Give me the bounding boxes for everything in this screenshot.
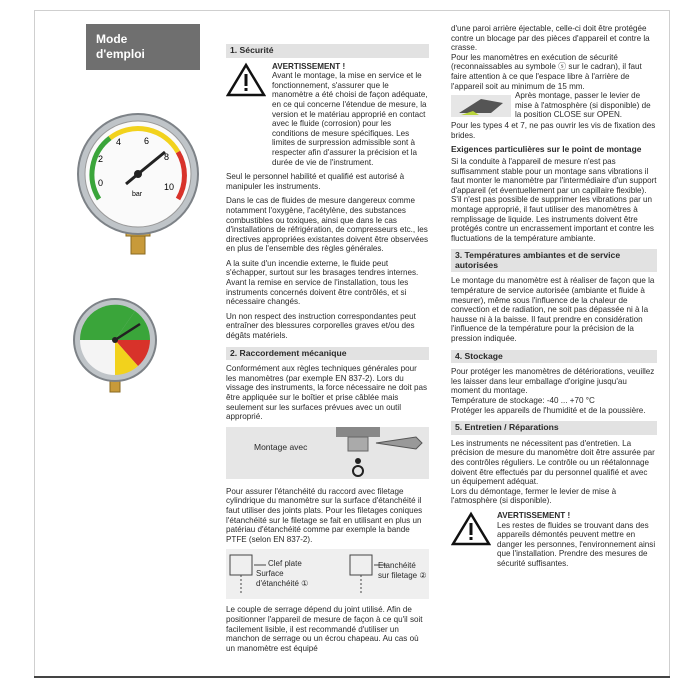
- section-title: 1. Sécurité: [226, 44, 429, 58]
- pressure-gauge-image: [68, 112, 208, 260]
- paragraph: Conformément aux règles techniques générales pour les manomètres (par exemple EN 837-2). Lors du vissage des instruments, la force nécessaire ne doit pas être appliquée sur le boîtier et prise câblée mais seulement sur les surfaces prévues avec un outil approprié.: [226, 364, 428, 422]
- paragraph: A la suite d'un incendie externe, le fluide peut s'échapper, surtout sur les brasages tendres internes. Avant la remise en service de l'installation, tous les instruments concernés doivent être contrôlés, et si nécessaire changés.: [226, 258, 419, 307]
- gauge-tick: 2: [98, 154, 104, 164]
- paragraph: Pour les manomètres en exécution de sécurité (reconnaissables au symbole ⓢ sur le cadran), il faut faire attention à ce que l'espace libre à l'arrière de l'appareil soit au minimum de 15 mm.: [451, 52, 642, 91]
- paragraph: Si la conduite à l'appareil de mesure n'est pas suffisamment stable pour un montage sans vibrations il faut monter le manomètre par l'intermédiaire d'un support d'appareil (et éventuellement par un capillaire flexible). S'il n'est pas possible de supprimer les vibrations par un montage approprié, il faut utiliser des manomètres à remplissage de liquide. Les instruments doivent être protégés contre un encrassement important et contre les fluctuations de la température ambiante.: [451, 156, 657, 243]
- section-title: 5. Entretien / Réparations: [451, 421, 657, 435]
- column-right: [451, 24, 657, 569]
- section-title: 3. Températures ambiantes et de service autorisées: [451, 249, 657, 272]
- warning-text: Les restes de fluides se trouvant dans des appareils démontés peuvent mettre en danger les personnes, l'environnement ainsi que l'installation. Prendre des mesures de sécurité suffisantes.: [497, 520, 656, 568]
- paragraph: Après montage, passer le levier de mise à l'atmosphère (si disponible) de la position CLOSE sur OPEN.: [515, 91, 651, 120]
- figure-label: Clef plate: [268, 559, 302, 569]
- vent-lever-block: [451, 91, 657, 121]
- gauge-tick: 8: [164, 152, 170, 162]
- paragraph: Protéger les appareils de l'humidité et de la poussière.: [451, 405, 646, 415]
- paragraph: Pour protéger les manomètres de détériorations, veuillez les laisser dans leur emballage d'origine jusqu'au moment du montage.: [451, 367, 655, 396]
- pressure-gauge-colored-image: [70, 298, 160, 394]
- warning-block: [226, 62, 429, 168]
- side-label-line1: Mode: [96, 32, 128, 46]
- gauge-tick: 10: [164, 182, 175, 192]
- paragraph: Lors du démontage, fermer le levier de mise à l'atmosphère (si disponible).: [451, 486, 617, 506]
- warning-title: AVERTISSEMENT !: [497, 510, 571, 520]
- bottom-rule: [34, 676, 670, 678]
- side-label: [86, 24, 200, 70]
- paragraph: Pour les types 4 et 7, ne pas ouvrir les vis de fixation des brides.: [451, 121, 656, 140]
- gauge-tick: 4: [116, 137, 122, 147]
- figure-label: Surface d'étanchéité ①: [256, 569, 309, 588]
- figure-label: Etanchéité sur filetage ②: [378, 561, 427, 580]
- paragraph: Le montage du manomètre est à réaliser de façon que la température de service autorisée (ambiante et fluide à mesurer), même sous l'influence de la chaleur de convection et de radiation, ne soit pas dépassée ni à la hausse ni à la baisse. Il faut prendre en considération l'influence de la température pour la précision de la pression indiquée.: [451, 276, 655, 344]
- gauge-unit: bar: [132, 191, 143, 198]
- paragraph: Dans le cas de fluides de mesure dangereux comme notamment l'oxygène, l'acétylène, des substances combustibles ou toxiques, ainsi que dans le cas d'installations de réfrigération, de compresseurs etc., les directives appropriées existantes doivent être observées en plus de l'ensemble des règles générales.: [226, 196, 429, 254]
- mounting-figure: [226, 427, 429, 479]
- paragraph: Température de stockage: -40 ... +70 °C: [451, 396, 595, 405]
- column-left: [226, 38, 429, 658]
- paragraph: Un non respect des instruction correspondantes peut entraîner des blessures corporelles graves et/ou des dégâts matériels.: [226, 311, 416, 341]
- warning-triangle-icon: [451, 511, 491, 547]
- sealing-figure: [226, 549, 429, 599]
- section-title: 2. Raccordement mécanique: [226, 347, 429, 361]
- subheading: Exigences particulières sur le point de montage: [451, 144, 642, 155]
- paragraph: Pour assurer l'étanchéité du raccord avec filetage cylindrique du manomètre sur la surface d'étanchéité il faut utiliser des joints plats. Pour les filetages coniques l'étanchéité sur le filetage se fait en utilisant en plus un patériau d'étanchéité comme par exemple la bande PTFE (selon EN 837-2).: [226, 486, 423, 544]
- paragraph: Seul le personnel habilité et qualifié est autorisé à manipuler les instruments.: [226, 172, 405, 191]
- warning-block: [451, 511, 657, 569]
- warning-triangle-icon: [226, 62, 266, 98]
- paragraph: d'une paroi arrière éjectable, celle-ci doit être protégée contre un blocage par des pièces d'appareil et contre la crasse.: [451, 24, 650, 53]
- gauge-tick: 0: [98, 178, 104, 188]
- side-label-line2: d'emploi: [96, 47, 145, 61]
- section-title: 4. Stockage: [451, 350, 657, 364]
- gauge-tick: 6: [144, 136, 150, 146]
- vent-lever-icon: [451, 91, 511, 121]
- figure-label: Montage avec: [254, 441, 308, 452]
- wrench-icon: [226, 427, 429, 479]
- warning-title: AVERTISSEMENT !: [272, 61, 346, 71]
- paragraph: Le couple de serrage dépend du joint utilisé. Afin de positionner l'appareil de mesure de façon à ce qu'il soit facilement lisible, il est recommandé d'utiliser un manchon de serrage ou un écrou chapeau. Au cas où un manomètre est équipé: [226, 605, 423, 653]
- warning-text: Avant le montage, la mise en service et le fonctionnement, s'assurer que le manomètre a été choisi de façon adéquate, en ce qui concerne l'étendue de mesure, la version et le matériau approprié en contact avec le fluide (corrosion) pour les conditions de mesure spécifiques. Les limites de surpression admissible sont à respecter afin d'assurer la précision et la durée de vie de l'instrument.: [272, 71, 428, 167]
- paragraph: Les instruments ne nécessitent pas d'entretien. La précision de mesure du manomètre doit être assurée par des contrôles réguliers. Le contrôle ou un réétalonnage doivent être effectués par du personnel qualifié et avec un équipement adéquat.: [451, 438, 655, 487]
